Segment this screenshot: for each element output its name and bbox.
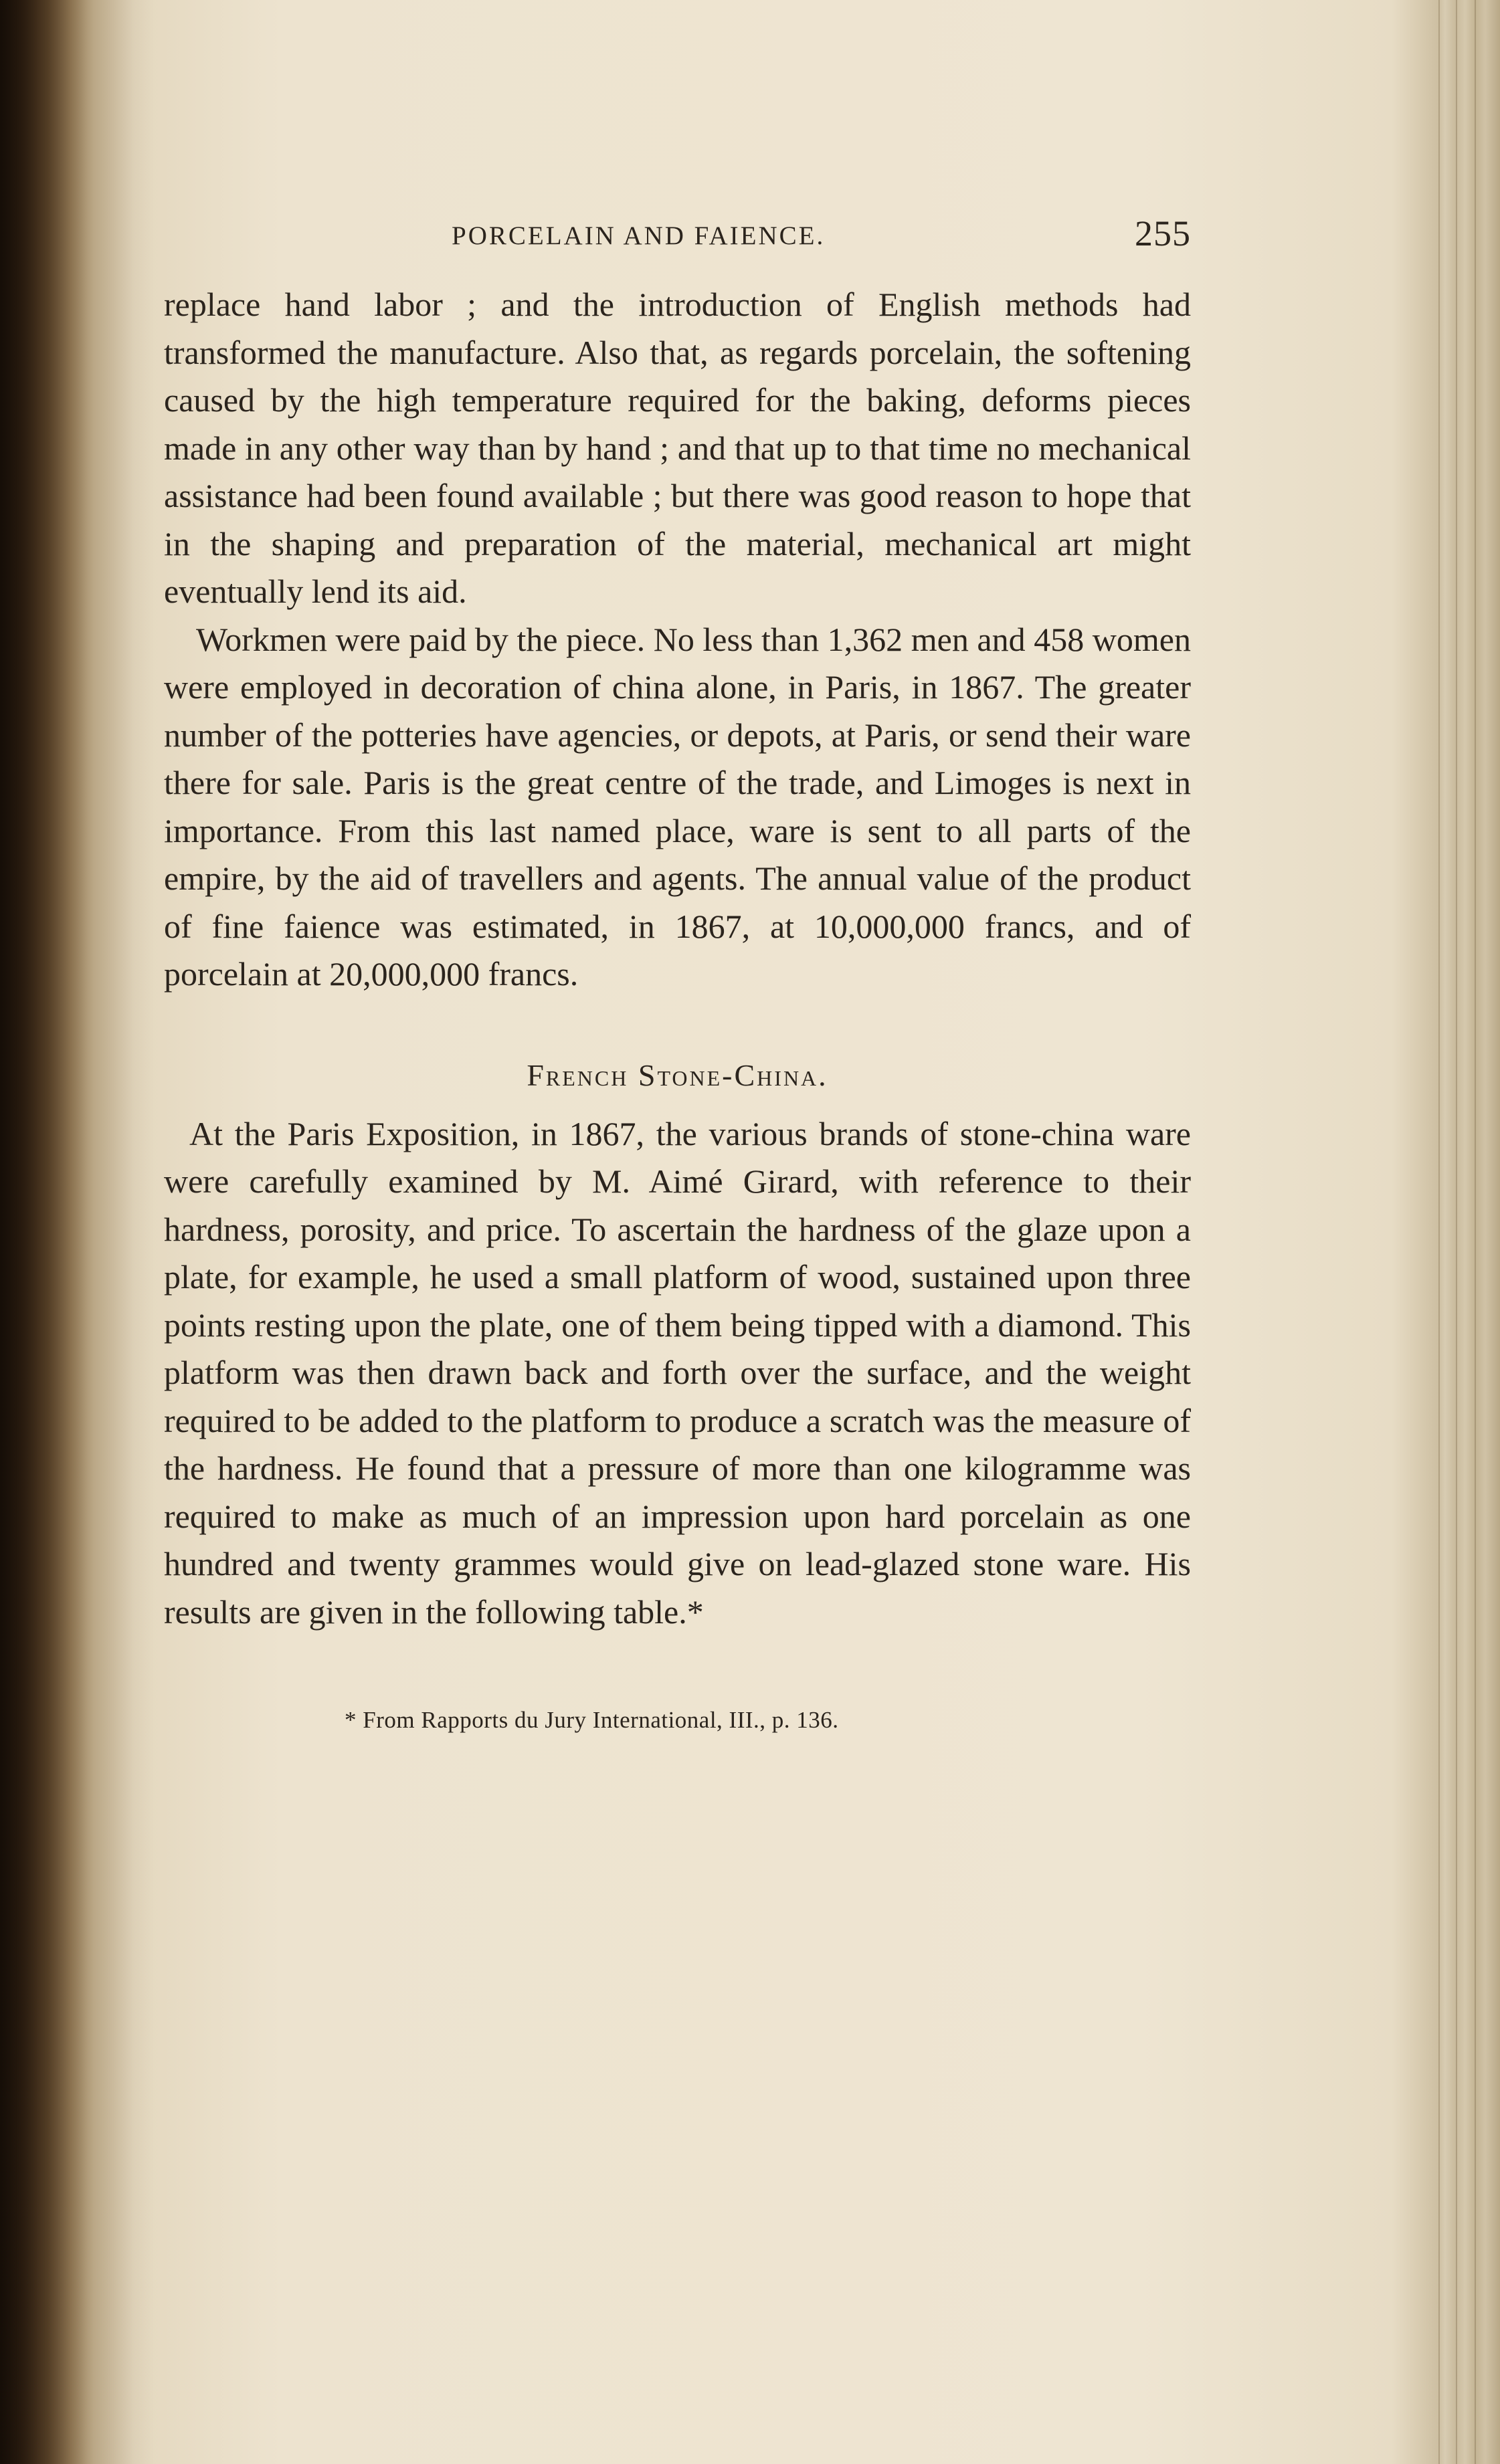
paragraph-continuation: replace hand labor ; and the introduction of English methods had transformed the manufacture. Also that, as regards porcelain, the softening caused by the high temperature required for the baking, deforms pieces made in any other way than by hand ; and that up to that time no mechanical assistance had been found available ; but there was good reason to hope that in the shaping and preparation of the material, mechanical art might eventually lend its aid. (164, 286, 1191, 610)
section-paragraph: At the Paris Exposition, in 1867, the various brands of stone-china ware were carefully examined by M. Aimé Girard, with reference to their hardness, porosity, and price. To ascertain the hardness of the glaze upon a plate, for example, he used a small platform of wood, sustained upon three points resting upon the plate, one of them being tipped with a diamond. This platform was then drawn back and forth over the surface, and the weight required to be added to the platform to produce a scratch was the measure of the hardness. He found that a pressure of more than one kilogramme was required to make as much of an impression upon hard porcelain as one hundred and twenty grammes would give on lead-glazed stone ware. His results are given in the following table.* (164, 1114, 1191, 1631)
page-number: 255 (1135, 213, 1191, 253)
page-edge-line (1475, 0, 1476, 2464)
page-edge-line (1438, 0, 1440, 2464)
running-head-title: PORCELAIN AND FAIENCE. (452, 221, 826, 250)
binding-gutter-shadow (0, 0, 154, 2464)
page-edge-line (1456, 0, 1457, 2464)
footnote: * From Rapports du Jury International, III., p. 136. (345, 1707, 839, 1733)
page-content (164, 201, 1191, 1734)
section-heading: French Stone-China. (527, 1057, 828, 1092)
running-head (164, 201, 1191, 254)
paragraph-workmen: Workmen were paid by the piece. No less than 1,362 men and 458 women were employed in decoration of china alone, in Paris, in 1867. The greater number of the potteries have agencies, or depots, at Paris, or send their ware there for sale. Paris is the great centre of the trade, and Limoges is next in importance. From this last named place, ware is sent to all parts of the empire, by the aid of travellers and agents. The annual value of the product of fine faience was estimated, in 1867, at 10,000,000 francs, and of porcelain at 20,000,000 francs. (164, 620, 1191, 993)
